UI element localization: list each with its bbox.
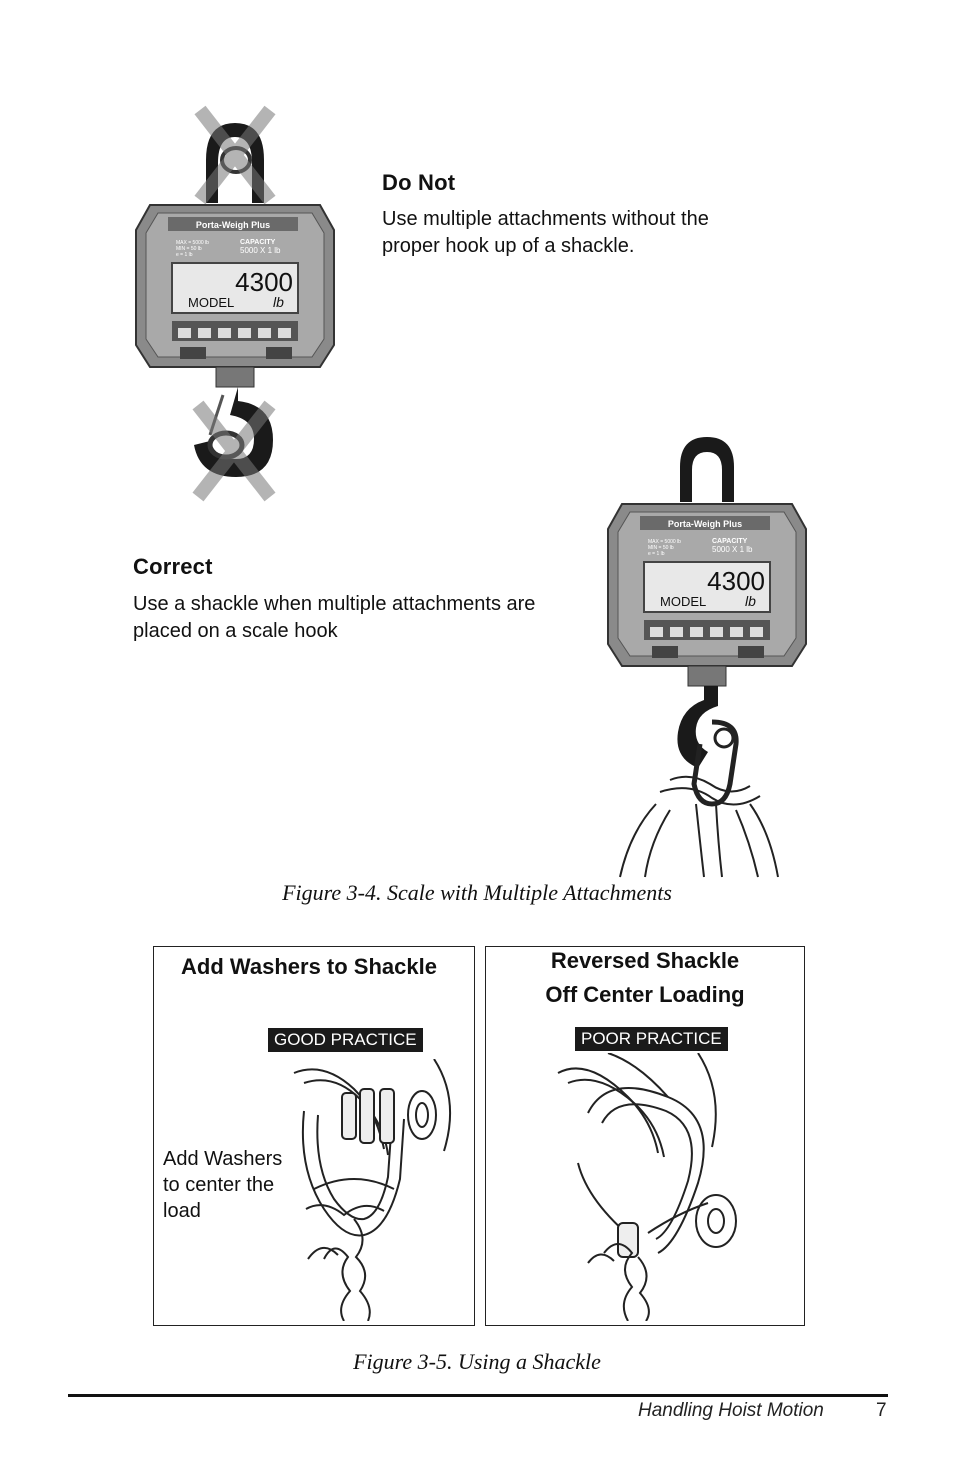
do-not-text (382, 206, 802, 260)
page-number: 7 (876, 1400, 887, 1421)
good-practice-badge: GOOD PRACTICE (268, 1028, 423, 1052)
scale-brand-label: Porta-Weigh Plus (195, 220, 271, 230)
scale-spec-line: MAX = 5000 lb (648, 539, 681, 545)
scale-display-unit: lb (745, 593, 756, 609)
correct-scale-illustration (600, 432, 815, 880)
scale-capacity-label: CAPACITY (240, 239, 276, 246)
scale-capacity-value: 5000 X 1 lb (240, 246, 281, 255)
washer-note-line: to center the (163, 1174, 275, 1196)
scale-capacity-value: 5000 X 1 lb (712, 545, 753, 554)
footer-rule (68, 1394, 888, 1397)
poor-practice-badge: POOR PRACTICE (575, 1027, 728, 1051)
scale-display-mode: MODEL (188, 295, 235, 310)
scale-display-unit: lb (273, 294, 284, 310)
scale-spec-line: MAX = 5000 lb (176, 240, 209, 246)
correct-text-line: Use a shackle when multiple attachments are (133, 593, 536, 615)
washer-note-line: Add Washers (163, 1148, 283, 1170)
scale-button (258, 328, 271, 338)
panel-good-practice-title: Add Washers to Shackle (181, 954, 437, 979)
scale-button (238, 328, 251, 338)
panel-good-practice (153, 946, 475, 1326)
scale-button (198, 328, 211, 338)
scale-display-mode: MODEL (660, 594, 707, 609)
scale-spec-line: MIN = 50 lb (648, 545, 674, 551)
correct-heading: Correct (133, 554, 213, 579)
figure-3-5-caption: Figure 3-5. Using a Shackle (353, 1349, 601, 1374)
scale-button (650, 627, 663, 637)
do-not-heading: Do Not (382, 170, 456, 195)
figure-3-4-caption: Figure 3-4. Scale with Multiple Attachments (282, 880, 672, 905)
scale-capacity-label: CAPACITY (712, 538, 748, 545)
scale-display-value: 4300 (707, 566, 765, 596)
washer-note-line: load (163, 1200, 201, 1222)
correct-text-line: placed on a scale hook (133, 620, 338, 642)
scale-button (710, 627, 723, 637)
do-not-text-line: Use multiple attachments without the (382, 208, 709, 230)
scale-top-eye (680, 437, 734, 502)
scale-spec-line: MIN = 50 lb (176, 246, 202, 252)
do-not-text-line: proper hook up of a shackle. (382, 235, 635, 257)
multiple-slings (620, 777, 778, 877)
washer-note (163, 1146, 282, 1224)
panel-poor-practice-title-line1: Reversed Shackle (550, 948, 740, 973)
shackle-with-washers-illustration (284, 1059, 464, 1321)
scale-button (750, 627, 763, 637)
correct-text (133, 591, 593, 645)
scale-button (218, 328, 231, 338)
scale-button (730, 627, 743, 637)
scale-brand-label: Porta-Weigh Plus (667, 519, 743, 529)
panel-poor-practice (485, 946, 805, 1326)
footer-section-title: Handling Hoist Motion (638, 1400, 824, 1421)
do-not-scale-illustration (128, 105, 343, 505)
scale-button (670, 627, 683, 637)
scale-button (690, 627, 703, 637)
scale-button (178, 328, 191, 338)
scale-spec-line: e = 1 lb (648, 551, 665, 557)
scale-display-value: 4300 (235, 267, 293, 297)
scale-button (278, 328, 291, 338)
panel-poor-practice-title-line2: Off Center Loading (545, 982, 745, 1007)
reversed-shackle-illustration (548, 1053, 748, 1321)
scale-spec-line: e = 1 lb (176, 252, 193, 258)
